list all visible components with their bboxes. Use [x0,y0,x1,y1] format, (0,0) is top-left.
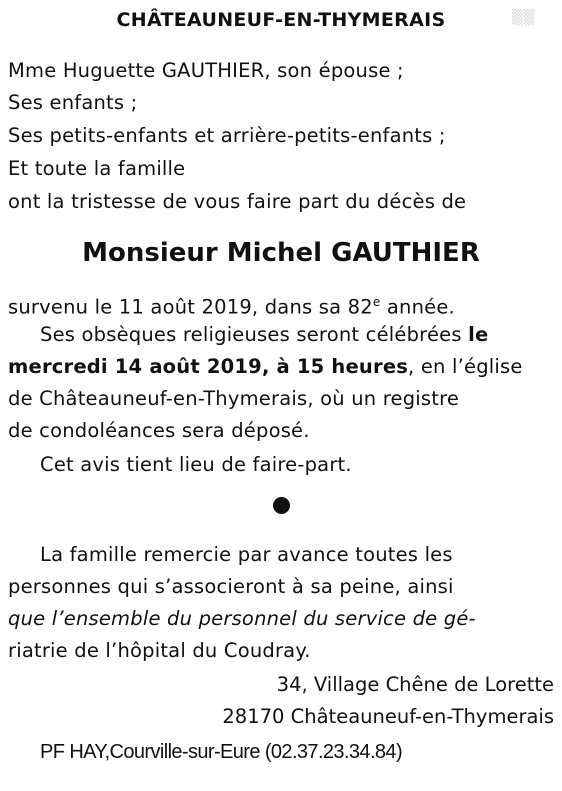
funeral-intro: Ses obsèques religieuses seront célébrées [40,323,469,346]
address-line-1: 34, Village Chêne de Lorette [276,673,554,696]
address-line-2: 28170 Châteauneuf-en-Thymerais [222,705,554,728]
funeral-date-start: le [468,323,489,346]
funeral-line-3: de Châteauneuf-en-Thymerais, où un registre [8,387,460,410]
family-line-all-family: Et toute la famille [8,157,186,180]
family-line-grandchildren: Ses petits-enfants et arrière-petits-enfants ; [8,124,446,147]
ordinal-suffix: e [372,295,381,309]
death-date-line [8,288,455,322]
funeral-line-4: de condoléances sera déposé. [8,419,310,442]
family-line-spouse: Mme Huguette GAUTHIER, son épouse ; [8,59,404,82]
funeral-line-2 [8,353,523,381]
family-line-children: Ses enfants ; [8,91,138,114]
thanks-line-1: La famille remercie par avance toutes les [40,543,453,566]
town-heading: CHÂTEAUNEUF-EN-THYMERAIS [116,9,446,31]
notice-line: Cet avis tient lieu de faire-part. [40,453,352,476]
death-date-tail: année. [380,295,455,319]
separator-bullet [273,497,290,514]
announcement-line: ont la tristesse de vous faire part du décès de [8,190,467,213]
thanks-line-4: riatrie de l’hôpital du Coudray. [8,639,311,662]
thanks-line-2: personnes qui s’associeront à sa peine, ainsi [8,575,454,598]
deceased-name: Monsieur Michel GAUTHIER [82,238,480,268]
funeral-location-start: , en l’église [408,355,523,378]
funeral-date-time: mercredi 14 août 2019, à 15 heures [8,355,409,378]
funeral-line-1 [40,321,488,349]
thanks-line-3: que l’ensemble du personnel du service de gé- [8,607,476,630]
bleed-through-mark: ▒▒ [512,10,536,26]
death-date-text: survenu le 11 août 2019, dans sa 82 [8,295,373,319]
funeral-home-footer: PF HAY,Courville-sur-Eure (02.37.23.34.84) [40,741,403,763]
